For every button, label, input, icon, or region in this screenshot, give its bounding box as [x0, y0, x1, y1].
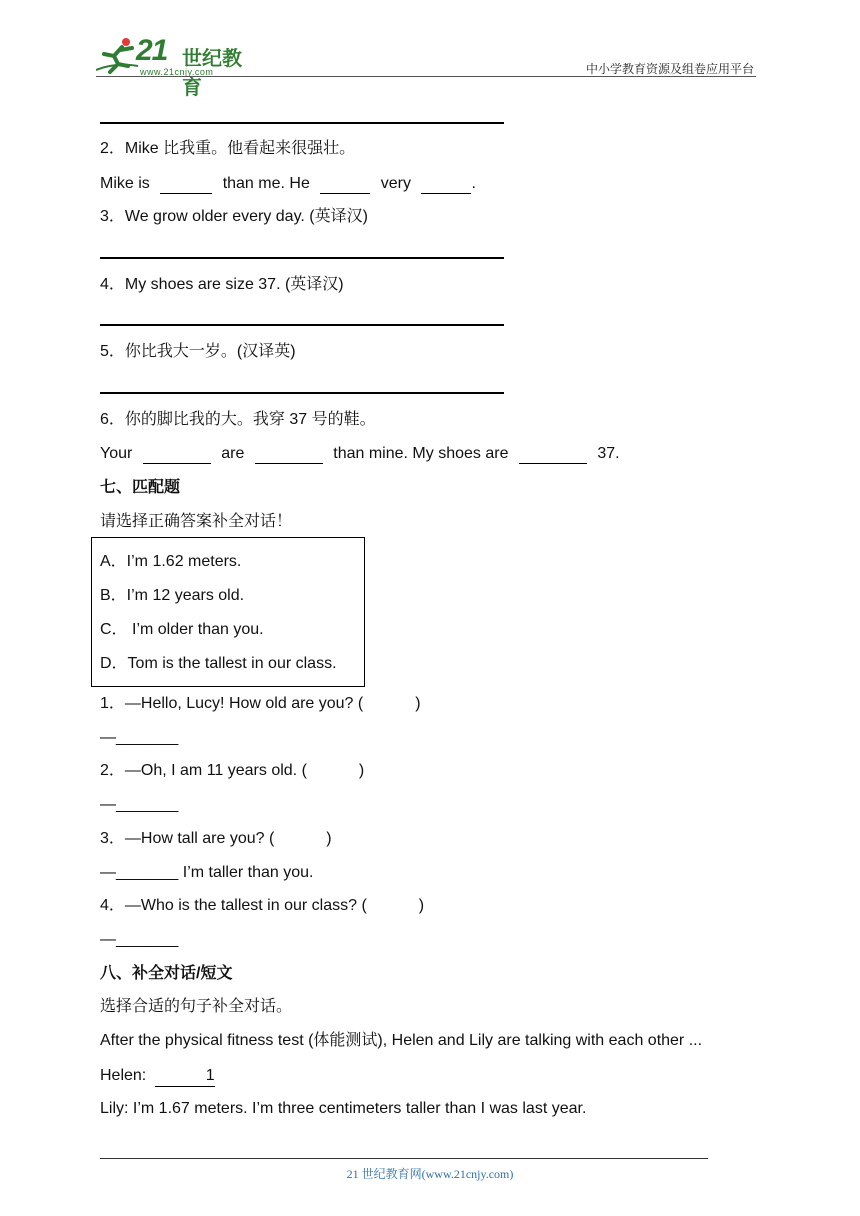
footer-link[interactable]: 21 世纪教育网(www.21cnjy.com): [346, 1167, 514, 1181]
match-question-4: [100, 896, 424, 916]
section-8-intro: After the physical fitness test (体能测试), Helen and Lily are talking with each other ...: [100, 1032, 703, 1049]
question-2-fill: [100, 174, 476, 194]
q4-answer-line[interactable]: [100, 324, 504, 326]
match-q2-text: 2．—Oh, I am 11 years old. (: [100, 762, 307, 779]
q2-text-4: .: [471, 175, 476, 192]
question-2-prompt: 2．Mike 比我重。他看起来很强壮。: [100, 140, 356, 157]
q2-blank-1[interactable]: [160, 177, 212, 194]
logo-text: 世纪教育: [182, 46, 242, 99]
match-a1-text: —_______: [100, 729, 179, 746]
q2-blank-2[interactable]: [320, 177, 370, 194]
section-7-instruction: 请选择正确答案补全对话！: [100, 513, 293, 530]
helen-blank[interactable]: 1: [155, 1066, 215, 1087]
match-question-2: [100, 761, 364, 781]
q6-text-3: than mine. My shoes are: [333, 445, 509, 462]
match-question-3: [100, 829, 332, 849]
q2-text-2: than me. He: [222, 175, 310, 192]
q3-answer-line[interactable]: [100, 257, 504, 259]
option-b: B．I’m 12 years old.: [100, 587, 245, 604]
header-divider: [96, 76, 756, 77]
match-q3-text: 3．—How tall are you? (: [100, 830, 275, 847]
q6-text-1: Your: [100, 445, 133, 462]
answer-line[interactable]: [100, 122, 504, 124]
lily-line: Lily: I’m 1.67 meters. I’m three centimeters taller than I was last year.: [100, 1100, 587, 1117]
q6-blank-2[interactable]: [255, 447, 323, 464]
question-5-prompt: 5．你比我大一岁。(汉译英): [100, 343, 296, 360]
question-3-prompt: 3．We grow older every day. (英译汉): [100, 208, 368, 225]
match-answer-1[interactable]: [100, 728, 178, 748]
match-q1-text: 1．—Hello, Lucy! How old are you? (: [100, 695, 364, 712]
match-q4-close: ): [418, 897, 425, 914]
match-a2-text: —_______: [100, 796, 179, 813]
q2-blank-3[interactable]: [421, 177, 471, 194]
q6-text-4: 37.: [597, 445, 620, 462]
q6-blank-1[interactable]: [143, 447, 211, 464]
helen-label: Helen:: [100, 1067, 147, 1084]
logo-number: 21: [136, 34, 168, 67]
match-q3-close: ): [326, 830, 332, 847]
question-6-prompt: 6．你的脚比我的大。我穿 37 号的鞋。: [100, 411, 376, 428]
match-answer-2[interactable]: [100, 795, 178, 815]
q6-blank-3[interactable]: [519, 447, 587, 464]
match-q2-close: ): [358, 762, 365, 779]
question-6-fill: [100, 444, 620, 464]
match-q1-close: ): [415, 695, 421, 712]
q5-answer-line[interactable]: [100, 392, 504, 394]
section-8-title: 八、补全对话/短文: [100, 965, 233, 982]
q6-text-2: are: [221, 445, 245, 462]
header-tagline: 中小学教育资源及组卷应用平台: [585, 62, 754, 76]
match-a3-extra: I’m taller than you.: [178, 864, 314, 881]
section-8-instruction: 选择合适的句子补全对话。: [100, 998, 293, 1015]
match-q4-text: 4．—Who is the tallest in our class? (: [100, 897, 367, 914]
helen-line: [100, 1066, 215, 1087]
section-7-title: 七、匹配题: [100, 479, 181, 496]
match-answer-4[interactable]: [100, 930, 178, 950]
q2-text-3: very: [380, 175, 411, 192]
match-a3-text: —_______: [100, 864, 179, 881]
footer-divider: [100, 1158, 708, 1159]
q2-text-1: Mike is: [100, 175, 150, 192]
option-a: A．I’m 1.62 meters.: [100, 553, 242, 570]
match-answer-3[interactable]: [100, 863, 313, 883]
runner-icon: [96, 36, 140, 74]
option-d: D．Tom is the tallest in our class.: [100, 655, 337, 672]
option-c: C． I’m older than you.: [100, 621, 264, 638]
question-4-prompt: 4．My shoes are size 37. (英译汉): [100, 276, 344, 293]
match-question-1: [100, 694, 421, 714]
logo: [96, 34, 256, 99]
match-a4-text: —_______: [100, 931, 179, 948]
logo-url: www.21cnjy.com: [140, 67, 214, 77]
